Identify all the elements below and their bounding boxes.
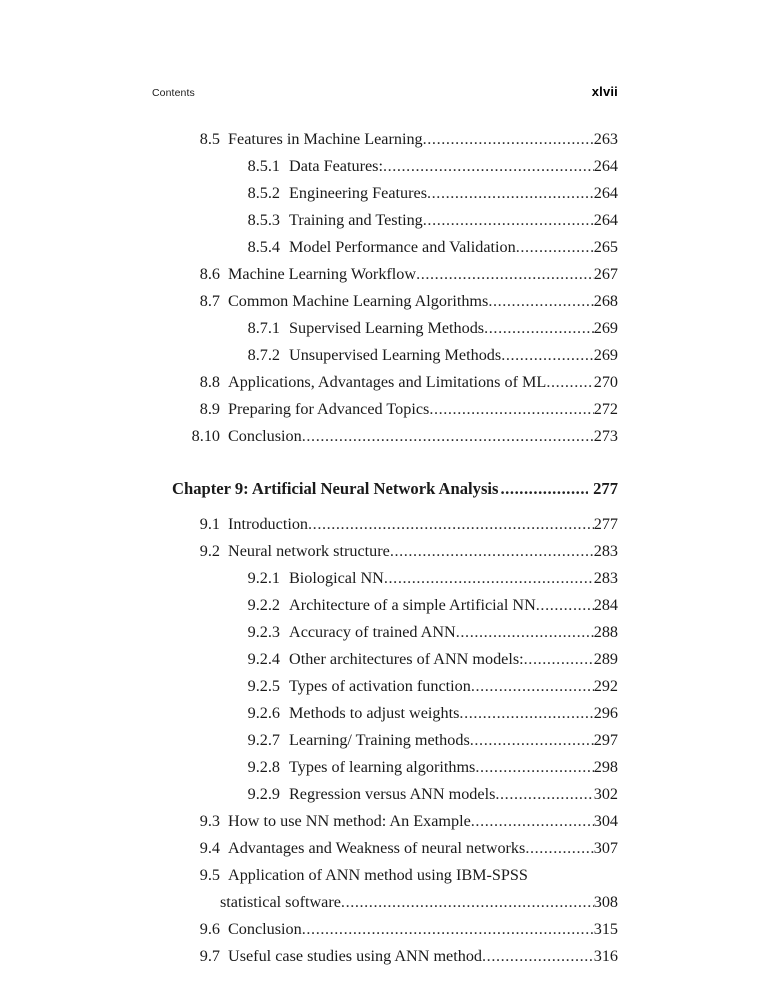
dot-leader: [308, 511, 594, 538]
entry-page-number: 264: [593, 184, 618, 202]
dot-leader: [384, 565, 594, 592]
entry-number: 9.2.5: [247, 677, 280, 695]
dot-leader: [302, 916, 594, 943]
entry-number: 9.2.4: [247, 650, 280, 668]
entry-title: Unsupervised Learning Methods: [289, 346, 502, 364]
dot-leader: [429, 396, 593, 423]
toc-entry[interactable]: [152, 153, 618, 180]
entry-page-number: 269: [593, 319, 618, 337]
toc-entry[interactable]: [152, 423, 618, 450]
entry-page-number: 273: [593, 427, 618, 445]
entry-page-number: 304: [593, 812, 618, 830]
dot-leader: [516, 234, 594, 261]
dot-leader: [475, 754, 593, 781]
entry-title: Useful case studies using ANN method: [228, 947, 483, 965]
toc-entry[interactable]: [152, 538, 618, 565]
dot-leader: [423, 126, 594, 153]
entry-title: Data Features:: [289, 157, 383, 175]
entry-number: 8.5.4: [247, 238, 280, 256]
toc-chapter-entry[interactable]: [152, 474, 618, 504]
toc-entry[interactable]: [152, 943, 618, 970]
entry-number: 8.7.1: [247, 319, 280, 337]
entry-title: Chapter 9: Artificial Neural Network Analysis: [172, 479, 499, 498]
entry-number: 8.5.3: [247, 211, 280, 229]
toc-entry[interactable]: [152, 619, 618, 646]
entry-title: Machine Learning Workflow: [228, 265, 417, 283]
entry-title: Engineering Features: [289, 184, 427, 202]
entry-page-number: 277: [593, 515, 618, 533]
entry-number: 9.4: [199, 839, 220, 857]
entry-page-number: 302: [593, 785, 618, 803]
entry-page-number: 297: [593, 731, 618, 749]
toc-entry[interactable]: [152, 315, 618, 342]
entry-title: Common Machine Learning Algorithms: [228, 292, 489, 310]
entry-page-number: 277: [593, 479, 618, 498]
dot-leader: [416, 261, 594, 288]
entry-page-number: 298: [593, 758, 618, 776]
entry-title: Other architectures of ANN models:: [289, 650, 524, 668]
entry-page-number: 269: [593, 346, 618, 364]
dot-leader: [341, 889, 594, 916]
toc-entry[interactable]: [152, 207, 618, 234]
entry-number: 9.2.6: [247, 704, 280, 722]
entry-page-number: 263: [593, 130, 618, 148]
toc-entry[interactable]: [152, 396, 618, 423]
dot-leader: [459, 700, 593, 727]
entry-title: Model Performance and Validation: [289, 238, 516, 256]
toc-entry[interactable]: [152, 234, 618, 261]
entry-title: Types of activation function: [289, 677, 471, 695]
entry-number: 8.5.1: [247, 157, 280, 175]
dot-leader: [456, 619, 594, 646]
entry-page-number: 307: [593, 839, 618, 857]
entry-number: 9.2.1: [247, 569, 280, 587]
entry-title: Training and Testing: [289, 211, 423, 229]
entry-title: Conclusion: [228, 920, 302, 938]
toc-entry[interactable]: [152, 835, 618, 862]
entry-title: Conclusion: [228, 427, 302, 445]
entry-title: Preparing for Advanced Topics: [228, 400, 430, 418]
dot-leader: [495, 781, 593, 808]
entry-page-number: 270: [593, 373, 618, 391]
dot-leader: [423, 207, 594, 234]
entry-number: 8.6: [199, 265, 220, 283]
toc-entry[interactable]: [152, 754, 618, 781]
entry-title: Biological NN: [289, 569, 384, 587]
dot-leader: [524, 646, 594, 673]
entry-number: 8.10: [191, 427, 220, 445]
dot-leader: [525, 835, 593, 862]
entry-number: 9.2.9: [247, 785, 280, 803]
page-number: xlvii: [591, 84, 618, 99]
entry-number: 8.7.2: [247, 346, 280, 364]
entry-title: How to use NN method: An Example: [228, 812, 471, 830]
entry-page-number: 283: [593, 542, 618, 560]
toc-entry[interactable]: [152, 565, 618, 592]
toc-entry[interactable]: [152, 126, 618, 153]
entry-page-number: 264: [593, 157, 618, 175]
entry-number: 8.7: [199, 292, 220, 310]
entry-page-number: 284: [593, 596, 618, 614]
toc-entry[interactable]: [152, 261, 618, 288]
entry-number: 9.5: [199, 866, 220, 884]
entry-number: 9.3: [199, 812, 220, 830]
table-of-contents: [152, 126, 618, 970]
dot-leader: [471, 808, 594, 835]
entry-title: Neural network structure: [228, 542, 390, 560]
dot-leader: [471, 673, 594, 700]
toc-entry[interactable]: [152, 808, 618, 835]
dot-leader: [302, 423, 594, 450]
dot-leader: [390, 538, 594, 565]
entry-line-continuation: [152, 889, 618, 916]
entry-page-number: 316: [593, 947, 618, 965]
entry-number: 8.8: [199, 373, 220, 391]
toc-entry[interactable]: [152, 342, 618, 369]
toc-entry[interactable]: [152, 727, 618, 754]
toc-entry[interactable]: [152, 916, 618, 943]
entry-title: Applications, Advantages and Limitations of ML: [228, 373, 547, 391]
entry-number: 8.9: [199, 400, 220, 418]
entry-page-number: 283: [593, 569, 618, 587]
entry-title: Learning/ Training methods: [289, 731, 470, 749]
entry-page-number: 292: [593, 677, 618, 695]
dot-leader: [488, 288, 593, 315]
toc-entry[interactable]: [152, 781, 618, 808]
entry-page-number: 289: [593, 650, 618, 668]
entry-number: 8.5.2: [247, 184, 280, 202]
dot-leader: [546, 369, 593, 396]
entry-page-number: 264: [593, 211, 618, 229]
entry-page-number: 265: [593, 238, 618, 256]
entry-number: 9.2: [199, 542, 220, 560]
entry-title: Supervised Learning Methods: [289, 319, 485, 337]
toc-entry[interactable]: [152, 646, 618, 673]
entry-number: 9.6: [199, 920, 220, 938]
toc-entry[interactable]: [152, 369, 618, 396]
entry-title: Advantages and Weakness of neural networks: [228, 839, 526, 857]
entry-page-number: 315: [593, 920, 618, 938]
entry-number: 9.7: [199, 947, 220, 965]
toc-entry[interactable]: [152, 592, 618, 619]
entry-number: 9.2.7: [247, 731, 280, 749]
entry-number: 9.2.3: [247, 623, 280, 641]
entry-title: Accuracy of trained ANN: [289, 623, 456, 641]
dot-leader: [501, 342, 594, 369]
toc-entry[interactable]: [152, 288, 618, 315]
entry-page-number: 288: [593, 623, 618, 641]
dot-leader: [536, 592, 594, 619]
dot-leader: [427, 180, 594, 207]
entry-title: statistical software: [220, 893, 341, 911]
entry-page-number: 272: [593, 400, 618, 418]
dot-leader: [383, 153, 594, 180]
entry-title: Architecture of a simple Artificial NN: [289, 596, 536, 614]
toc-entry[interactable]: [152, 673, 618, 700]
dot-leader: [484, 315, 594, 342]
entry-title: Features in Machine Learning: [228, 130, 423, 148]
running-head-label: Contents: [152, 87, 195, 99]
entry-page-number: 308: [593, 893, 618, 911]
toc-entry[interactable]: [152, 180, 618, 207]
entry-title: Types of learning algorithms: [289, 758, 476, 776]
entry-title: Regression versus ANN models: [289, 785, 496, 803]
toc-entry[interactable]: [152, 700, 618, 727]
entry-page-number: 296: [593, 704, 618, 722]
entry-line-primary: [152, 862, 618, 889]
entry-number: 9.2.8: [247, 758, 280, 776]
entry-page-number: 267: [593, 265, 618, 283]
entry-title: Application of ANN method using IBM-SPSS: [228, 866, 528, 884]
entry-page-number: 268: [593, 292, 618, 310]
dot-leader: [470, 727, 594, 754]
entry-title: Methods to adjust weights: [289, 704, 460, 722]
running-head: [152, 84, 618, 99]
entry-number: 8.5: [199, 130, 220, 148]
toc-entry[interactable]: [152, 511, 618, 538]
toc-entry[interactable]: [152, 862, 618, 916]
dot-leader: [500, 474, 588, 504]
entry-number: 9.2.2: [247, 596, 280, 614]
entry-number: 9.1: [199, 515, 220, 533]
entry-title: Introduction: [228, 515, 309, 533]
dot-leader: [482, 943, 594, 970]
